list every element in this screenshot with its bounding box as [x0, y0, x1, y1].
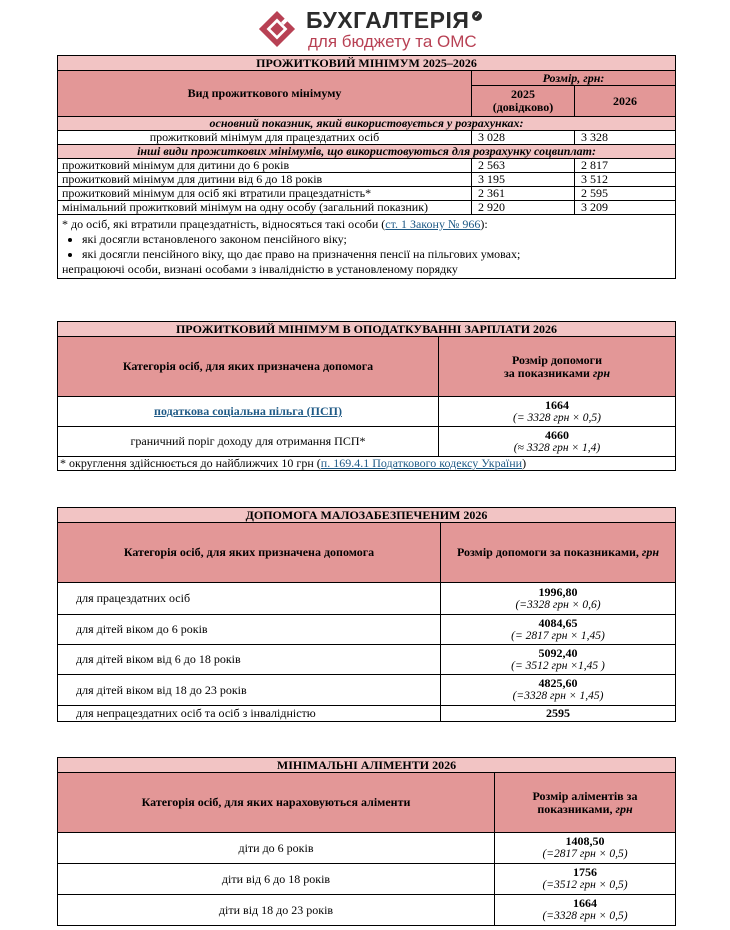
table-title: МІНІМАЛЬНІ АЛІМЕНТИ 2026	[58, 758, 676, 773]
low-income-aid-table	[57, 507, 676, 722]
list-item: • які досягли пенсійного віку, що дає право на призначення пенсії на пільгових умовах;	[82, 247, 671, 261]
table-row: діти від 18 до 23 років 1664 (=3328 грн × 0,5)	[58, 895, 676, 926]
table-row: мінімальний прожитковий мінімум на одну особу (загальний показник) 2 920 3 209	[58, 201, 676, 215]
column-header-category: Категорія осіб, для яких призначена допомога	[58, 337, 439, 397]
table-title: ПРОЖИТКОВИЙ МІНІМУМ В ОПОДАТКУВАННІ ЗАРПЛАТИ 2026	[58, 322, 676, 337]
column-header-size: Розмір аліментів за показниками, грн	[495, 773, 676, 833]
verified-icon: ✓	[473, 11, 481, 20]
column-header-category: Категорія осіб, для яких нараховуються аліменти	[58, 773, 495, 833]
table-row: для непрацездатних осіб та осіб з інвалідністю 2595	[58, 706, 676, 722]
law-966-link[interactable]: ст. 1 Закону № 966	[385, 217, 481, 231]
column-header-2026: 2026	[575, 86, 676, 117]
subsistence-minimum-table	[57, 55, 676, 279]
tax-benefit-table	[57, 321, 676, 471]
tax-code-link[interactable]: п. 169.4.1 Податкового кодексу України	[320, 456, 523, 470]
column-header-2025: 2025 (довідково)	[472, 86, 575, 117]
table-title: ПРОЖИТКОВИЙ МІНІМУМ 2025–2026	[58, 56, 676, 71]
min-alimony-table	[57, 757, 676, 926]
column-header-kind: Вид прожиткового мінімуму	[58, 71, 472, 117]
table-row: прожитковий мінімум для працездатних осіб 3 028 3 328	[58, 131, 676, 145]
table-title: ДОПОМОГА МАЛОЗАБЕЗПЕЧЕНИМ 2026	[58, 508, 676, 523]
column-header-size: Розмір, грн:	[472, 71, 676, 86]
footnote: * до осіб, які втратили працездатність, відносяться такі особи (ст. 1 Закону № 966): • які досягли встановленого законом пенсійного віку; • які досягли пенсійного віку, що дає право на призначення пенсії на пільгових умовах; непрацюючі особи, визнані особами з інвалідністю в установленому порядку	[58, 215, 676, 279]
psp-link[interactable]: податкова соціальна пільга (ПСП)	[154, 404, 342, 418]
section-main: основний показник, який використовується у розрахунках:	[58, 117, 676, 131]
table-row: прожитковий мінімум для осіб які втратили працездатність* 2 361 2 595	[58, 187, 676, 201]
table-row: прожитковий мінімум для дитини до 6 років 2 563 2 817	[58, 159, 676, 173]
table-row: для дітей віком до 6 років 4084,65 (= 2817 грн × 1,45)	[58, 615, 676, 645]
column-header-size: Розмір допомоги за показниками грн	[439, 337, 676, 397]
column-header-category: Категорія осіб, для яких призначена допомога	[58, 523, 441, 583]
table-row: прожитковий мінімум для дитини від 6 до 18 років 3 195 3 512	[58, 173, 676, 187]
brand-name: БУХГАЛТЕРІЯ ✓	[306, 7, 481, 33]
brand-subtitle: для бюджету та ОМС	[308, 32, 477, 51]
table-row: для дітей віком від 18 до 23 років 4825,60 (=3328 грн × 1,45)	[58, 675, 676, 706]
logo-mark-icon	[258, 10, 296, 48]
footnote: * округлення здійснюється до найближчих 10 грн (п. 169.4.1 Податкового кодексу України)	[58, 457, 676, 471]
table-row: податкова соціальна пільга (ПСП) 1664 (= 3328 грн × 0,5)	[58, 397, 676, 427]
table-row: для працездатних осіб 1996,80 (=3328 грн × 0,6)	[58, 583, 676, 615]
list-item: • які досягли встановленого законом пенсійного віку;	[82, 232, 671, 246]
table-row: діти до 6 років 1408,50 (=2817 грн × 0,5)	[58, 833, 676, 864]
table-row: діти від 6 до 18 років 1756 (=3512 грн × 0,5)	[58, 864, 676, 895]
table-row: граничний поріг доходу для отримання ПСП* 4660 (≈ 3328 грн × 1,4)	[58, 427, 676, 457]
column-header-size: Розмір допомоги за показниками, грн	[441, 523, 676, 583]
table-row: для дітей віком від 6 до 18 років 5092,40 (= 3512 грн ×1,45 )	[58, 645, 676, 675]
brand-logo[interactable]	[258, 8, 518, 52]
section-other: інші види прожиткових мінімумів, що використовуються для розрахунку соцвиплат:	[58, 145, 676, 159]
